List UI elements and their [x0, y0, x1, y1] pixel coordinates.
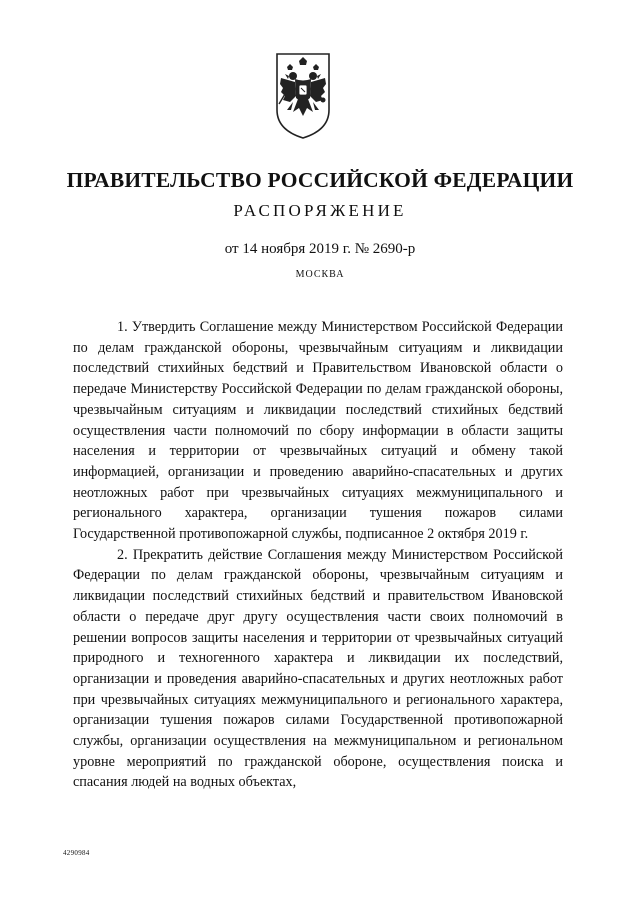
paragraph-1: 1. Утвердить Соглашение между Министерством Российской Федерации по делам гражданской обороны, чрезвычайным ситуациям и ликвидации последствий стихийных бедствий и Правительством Ивановской области о передаче Министерству Российской Федерации по делам гражданской обороны, чрезвычайным ситуациям и ликвидации последствий стихийных бедствий осуществления части полномочий по сбору информации в области защиты населения и территории от чрезвычайных ситуаций и обмену такой информацией, организации и проведению аварийно-спасательных и других неотложных работ при чрезвычайных ситуациях межмуниципального и регионального характера, организации тушения пожаров силами Государственной противопожарной службы, подписанное 2 октября 2019 г.	[73, 319, 563, 543]
document-body	[73, 317, 563, 793]
footer-document-code: 4290984	[63, 849, 90, 857]
government-title: ПРАВИТЕЛЬСТВО РОССИЙСКОЙ ФЕДЕРАЦИИ	[66, 168, 574, 192]
coat-of-arms-icon	[273, 52, 333, 140]
document-date-number: от 14 ноября 2019 г. № 2690-р	[224, 241, 416, 257]
document-city: МОСКВА	[295, 269, 345, 280]
document-type: РАСПОРЯЖЕНИЕ	[233, 201, 407, 220]
paragraph-2: 2. Прекратить действие Соглашения между Министерством Российской Федерации по делам гражданской обороны, чрезвычайным ситуациям и ликвидации последствий стихийных бедствий и правительством Ивановской области о передаче друг другу осуществления части своих полномочий в решении вопросов защиты населения и территории от чрезвычайных ситуаций природного и техногенного характера и ликвидации их последствий, организации и проведения аварийно-спасательных и других неотложных работ при чрезвычайных ситуациях межмуниципального и регионального характера, организации тушения пожаров силами Государственной противопожарной службы, организации осуществления на межмуниципальном и региональном уровне мероприятий по гражданской обороне, осуществления поиска и спасания людей на водных объектах,	[73, 546, 563, 791]
